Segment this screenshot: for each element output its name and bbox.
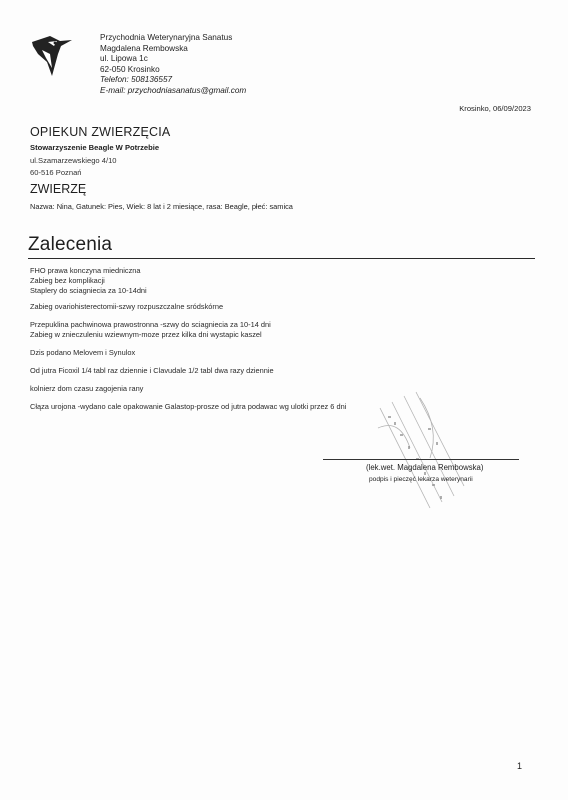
clinic-phone: Telefon: 508136557 <box>100 75 173 85</box>
owner-address <box>30 155 117 179</box>
recommendation-line: Zabieg ovariohisterectomii-szwy rozpuszczalne sródskórne <box>30 302 224 311</box>
owner-name: Stowarzyszenie Beagle W Potrzebie <box>30 143 160 152</box>
clinic-city: 62-050 Krosinko <box>100 64 160 74</box>
recommendation-line: Dzis podano Melovem i Synulox <box>30 348 136 357</box>
rubber-stamp-icon <box>370 388 470 528</box>
owner-city: 60-516 Poznań <box>30 168 82 177</box>
recommendation-line: Zabieg w znieczuleniu wziewnym-moze przez kilka dni wystapic kaszel <box>30 330 262 339</box>
recommendation-line: Cłąza urojona -wydano cale opakowanie Galastop-prosze od jutra podawac wg ulotki przez 6 dni <box>30 402 347 411</box>
recommendation-line: FHO prawa konczyna miedniczna <box>30 266 141 275</box>
document-date: Krosinko, 06/09/2023 <box>459 104 531 113</box>
animal-heading: ZWIERZĘ <box>30 182 87 196</box>
clinic-owner: Magdalena Rembowska <box>100 43 188 53</box>
recommendation-line: Od jutra Ficoxil 1/4 tabl raz dziennie i Clavudale 1/2 tabl dwa razy dziennie <box>30 366 274 375</box>
bird-logo-icon <box>30 32 74 80</box>
owner-heading: OPIEKUN ZWIERZĘCIA <box>30 125 171 139</box>
clinic-email: E-mail: przychodniasanatus@gmail.com <box>100 85 247 95</box>
clinic-info <box>100 33 246 97</box>
animal-details: Nazwa: Nina, Gatunek: Pies, Wiek: 8 lat i 2 miesiące, rasa: Beagle, płeć: samica <box>30 202 293 211</box>
recommendation-line: kolnierz dom czasu zagojenia rany <box>30 384 144 393</box>
recommendation-line: Przepuklina pachwinowa prawostronna -szwy do sciagniecia za 10-14 dni <box>30 320 271 329</box>
heading-divider <box>28 258 535 259</box>
clinic-street: ul. Lipowa 1c <box>100 54 148 64</box>
recommendations-heading: Zalecenia <box>28 234 113 255</box>
clinic-name: Przychodnia Weterynaryjna Sanatus <box>100 33 233 42</box>
owner-street: ul.Szamarzewskiego 4/10 <box>30 156 117 165</box>
page-number: 1 <box>516 761 522 771</box>
signature-line <box>323 459 519 460</box>
signature-name: (lek.wet. Magdalena Rembowska) <box>366 463 484 472</box>
signature-caption: podpis i pieczęć lekarza weterynarii <box>369 476 473 483</box>
recommendation-line: Zabieg bez komplikacji <box>30 276 105 285</box>
recommendation-line: Staplery do sciagniecia za 10-14dni <box>30 286 147 295</box>
